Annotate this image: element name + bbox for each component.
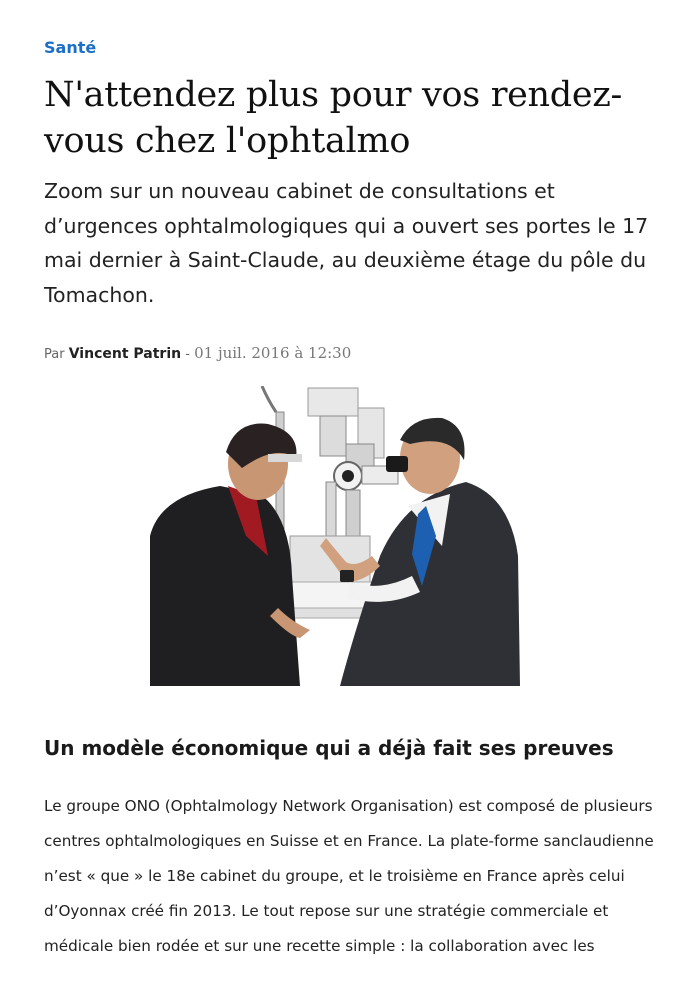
category-link[interactable]: Santé — [44, 38, 97, 57]
article-photo[interactable] — [150, 386, 520, 692]
byline-separator: - — [185, 347, 190, 362]
patient-figure-icon — [150, 424, 310, 686]
article-body: Le groupe ONO (Ophtalmology Network Organisation) est composé de plusieurs centres ophtalmologiques en Suisse et en France. La plate-forme sanclaudienne n’est « que » le 18e cabinet du groupe, et le troisième en France après celui d’Oyonnax créé fin 2013. Le tout repose sur une stratégie commerciale et médicale bien rodée et sur une recette simple : la collaboration avec les — [44, 797, 654, 955]
eye-exam-illustration — [150, 386, 520, 692]
author-link[interactable]: Vincent Patrin — [68, 346, 182, 362]
byline — [44, 342, 351, 366]
byline-prefix: Par — [44, 347, 65, 362]
article-headline: N'attendez plus pour vos rendez-vous chez l'ophtalmo — [44, 75, 622, 161]
section-heading: Un modèle économique qui a déjà fait ses preuves — [44, 736, 614, 760]
article-lead: Zoom sur un nouveau cabinet de consultations et d’urgences ophtalmologiques qui a ouvert ses portes le 17 mai dernier à Saint-Claude, au deuxième étage du pôle du Tomachon. — [44, 179, 649, 307]
publish-date: 01 juil. 2016 à 12:30 — [194, 344, 352, 362]
